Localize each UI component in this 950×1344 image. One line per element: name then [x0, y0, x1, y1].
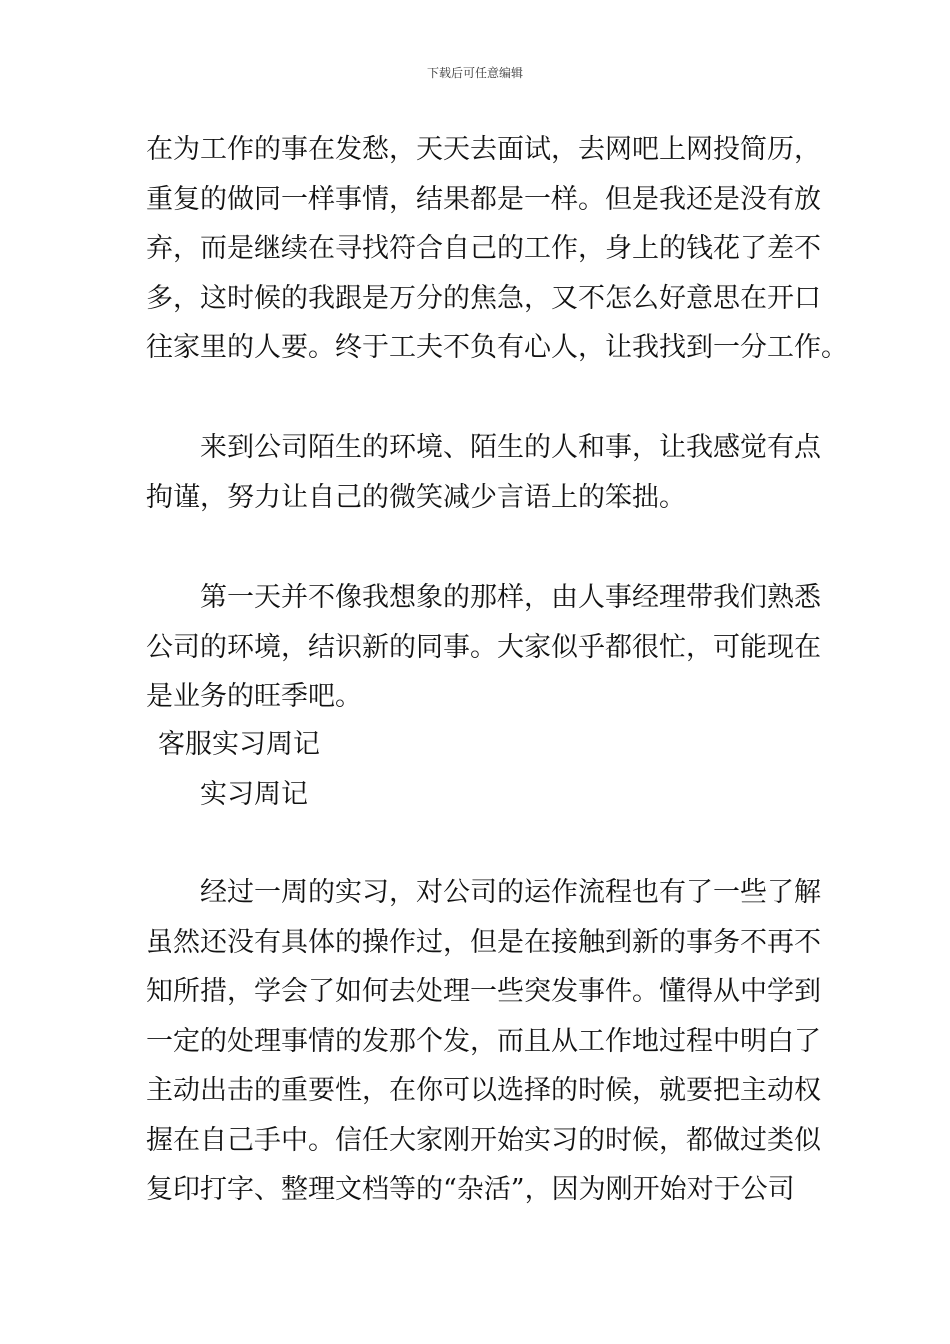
text-line: 公司的环境，结识新的同事。大家似乎都很忙，可能现在 [146, 631, 821, 663]
paragraph-1 [146, 125, 848, 373]
text-line: 往家里的人要。终于工夫不负有心人，让我找到一分工作。 [146, 332, 848, 363]
headings-block [146, 720, 810, 819]
paragraph-2 [146, 423, 821, 522]
text-line: 重复的做同一样事情，结果都是一样。但是我还是没有放 [146, 183, 821, 215]
text-line: 是业务的旺季吧。 [146, 681, 362, 712]
text-line: 复印打字、整理文档等的“杂活”，因为刚开始对于公司 [146, 1174, 795, 1205]
text-line: 来到公司陌生的环境、陌生的人和事，让我感觉有点 [200, 432, 821, 463]
text-line: 弃，而是继续在寻找符合自己的工作，身上的钱花了差不 [146, 233, 821, 264]
section-title: 客服实习周记 [158, 729, 320, 760]
text-line: 拘谨，努力让自己的微笑减少言语上的笨拙。 [146, 481, 686, 513]
text-line: 虽然还没有具体的操作过，但是在接触到新的事务不再不 [146, 926, 821, 958]
text-line: 握在自己手中。信任大家刚开始实习的时候，都做过类似 [146, 1124, 821, 1156]
paragraph-4 [146, 868, 821, 1215]
text-line: 第一天并不像我想象的那样，由人事经理带我们熟悉 [200, 582, 821, 613]
subtitle: 实习周记 [200, 778, 308, 810]
text-line: 多，这时候的我跟是万分的焦急，又不怎么好意思在开口 [146, 282, 821, 314]
text-line: 一定的处理事情的发那个发，而且从工作地过程中明白了 [146, 1025, 821, 1057]
text-line: 在为工作的事在发愁，天天去面试，去网吧上网投简历， [146, 134, 821, 165]
text-line: 知所措，学会了如何去处理一些突发事件。懂得从中学到 [146, 976, 821, 1007]
text-line: 主动出击的重要性，在你可以选择的时候，就要把主动权 [146, 1075, 821, 1106]
paragraph-3 [146, 573, 821, 722]
text-line: 经过一周的实习，对公司的运作流程也有了一些了解 [200, 877, 821, 908]
page-header-note: 下载后可任意编辑 [426, 66, 523, 80]
